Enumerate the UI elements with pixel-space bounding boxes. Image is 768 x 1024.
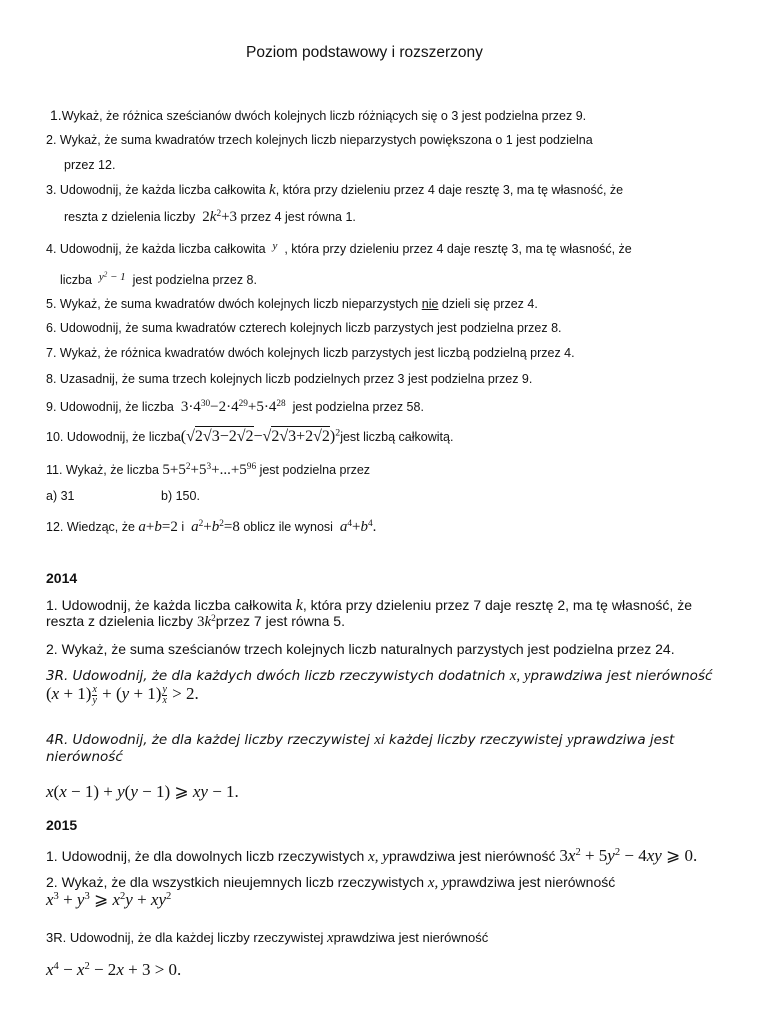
problem-text: , która przy dzieleniu przez 7 daje resztę 2, ma tę własność, że bbox=[302, 597, 692, 613]
math-expression: $x^4 - x^2 - 2x + 3 > 0$. bbox=[46, 960, 182, 979]
problem-3-cont bbox=[64, 208, 356, 226]
problem-4 bbox=[46, 240, 632, 257]
problem-text: 5. Wykaż, że suma kwadratów dwóch kolejnych liczb nieparzystych bbox=[46, 297, 419, 311]
problem-text: jest liczbą całkowitą. bbox=[340, 430, 454, 444]
problem-text: i bbox=[181, 520, 185, 534]
problem-3 bbox=[46, 181, 623, 199]
problem-text: prawdziwa jest nierówność bbox=[448, 874, 616, 890]
math-variables: x, y bbox=[509, 668, 531, 684]
problem-8: 8. Uzasadnij, że suma trzech kolejnych liczb podzielnych przez 3 jest podzielna przez 9. bbox=[46, 372, 533, 386]
problem-text: przez 7 jest równa 5. bbox=[215, 613, 345, 629]
problem-6: 6. Udowodnij, że suma kwadratów czterech kolejnych liczb parzystych jest podzielna przez 8. bbox=[46, 321, 562, 335]
problem-text: prawdziwa jest nierówność bbox=[530, 668, 713, 684]
problem-text: 11. Wykaż, że liczba bbox=[46, 463, 159, 477]
math-expression: x(x − 1) + y(y − 1) ⩾ xy − 1. bbox=[46, 782, 239, 801]
problem-5 bbox=[46, 297, 538, 312]
problem-2014-4R-cont: nierówność bbox=[46, 749, 123, 765]
problem-2014-4R-formula bbox=[46, 782, 239, 802]
math-expression: $a^2+b^2=8$ bbox=[191, 518, 240, 535]
math-expression: $x^3 + y^3$ ⩾ $x^2y + xy^2$ bbox=[46, 890, 172, 909]
problem-7: 7. Wykaż, że różnica kwadratów dwóch kolejnych liczb parzystych jest liczbą podzielną przez 4. bbox=[46, 346, 575, 360]
problem-text: 3R. Udowodnij, że dla każdej liczby rzeczywistej bbox=[46, 930, 324, 945]
problem-text: jest podzielna przez 8. bbox=[132, 273, 257, 287]
problem-text: reszta z dzielenia liczby bbox=[46, 613, 194, 629]
problem-text: liczba bbox=[60, 273, 92, 287]
math-x: x bbox=[326, 930, 334, 946]
problem-text: prawdziwa jest nierówność bbox=[333, 930, 489, 945]
problem-11-option-a: a) 31 bbox=[46, 489, 75, 503]
problem-text: i każdej liczby rzeczywistej bbox=[380, 732, 563, 748]
math-x: x bbox=[374, 732, 381, 748]
problem-text: 1. Udowodnij, że dla dowolnych liczb rzeczywistych bbox=[46, 848, 365, 864]
problem-2014-3R-formula bbox=[46, 684, 199, 706]
problem-2014-3R bbox=[46, 667, 712, 685]
problem-2014-2: 2. Wykaż, że suma sześcianów trzech kolejnych liczb naturalnych parzystych jest podzielna przez 24. bbox=[46, 641, 675, 657]
math-variables: x, y bbox=[368, 849, 389, 865]
problem-text: 10. Udowodnij, że liczba bbox=[46, 430, 181, 444]
math-expression: $3k^2$ bbox=[196, 613, 216, 630]
problem-text: prawdziwa jest nierówność bbox=[388, 848, 556, 864]
problem-12 bbox=[46, 518, 376, 536]
problem-2015-1 bbox=[46, 846, 697, 866]
math-expression: $3x^2 + 5y^2 - 4xy$ ⩾ 0. bbox=[559, 846, 698, 865]
problem-11-option-b: b) 150. bbox=[161, 489, 200, 503]
page-title: Poziom podstawowy i rozszerzony bbox=[246, 44, 483, 61]
underlined-word: nie bbox=[421, 297, 439, 311]
problem-text: reszta z dzielenia liczby bbox=[64, 210, 196, 224]
problem-text: , która przy dzieleniu przez 4 daje resztę 3, ma tę własność, że bbox=[275, 183, 624, 197]
problem-text: 9. Udowodnij, że liczba bbox=[46, 400, 174, 414]
section-year-2015: 2015 bbox=[46, 817, 78, 833]
math-expression: $y^2 - 1$ bbox=[98, 271, 126, 283]
math-y: y bbox=[566, 732, 574, 748]
problem-9 bbox=[46, 398, 424, 416]
problem-text: , która przy dzieleniu przez 4 daje resztę 3, ma tę własność, że bbox=[284, 242, 632, 256]
math-expression: $a^4+b^4$. bbox=[339, 518, 377, 535]
problem-text: oblicz ile wynosi bbox=[243, 520, 333, 534]
math-expression: $2k^2+3$ bbox=[202, 208, 238, 225]
math-expression: a+b=2 bbox=[138, 519, 178, 535]
problem-text: Wykaż, że różnica sześcianów dwóch kolejnych liczb różniących się o 3 jest podzielna przez 9. bbox=[61, 109, 587, 123]
problem-text: 1. Udowodnij, że każda liczba całkowita bbox=[46, 597, 292, 613]
problem-text: 12. Wiedząc, że bbox=[46, 520, 135, 534]
problem-1 bbox=[50, 107, 586, 124]
problem-text: prawdziwa jest bbox=[573, 732, 675, 748]
problem-2015-3R-formula bbox=[46, 960, 181, 980]
problem-text: 4R. Udowodnij, że dla każdej liczby rzeczywistej bbox=[46, 732, 370, 748]
math-variables: x, y bbox=[427, 875, 449, 891]
problem-text: 3. Udowodnij, że każda liczba całkowita bbox=[46, 183, 266, 197]
math-expression: $5+5^2+5^3+...+5^{96}$ bbox=[162, 461, 257, 478]
math-expression: $(√2√3-2√2-√2√3+2√2)^2$ bbox=[180, 427, 341, 445]
math-expression: (x + 1) $\frac{x}{y}$ + (y + 1) $\frac{y}{x}$ > 2. bbox=[46, 683, 199, 706]
problem-text: 2. Wykaż, że dla wszystkich nieujemnych liczb rzeczywistych bbox=[46, 874, 424, 890]
problem-2014-4R bbox=[46, 731, 674, 749]
math-k: k bbox=[269, 182, 276, 198]
problem-2: 2. Wykaż, że suma kwadratów trzech kolejnych liczb nieparzystych powiększona o 1 jest podzielna bbox=[46, 133, 593, 147]
problem-4-cont bbox=[60, 271, 257, 288]
problem-text: jest podzielna przez bbox=[259, 463, 371, 477]
problem-11 bbox=[46, 461, 370, 479]
math-expression: $3\cdot 4^{30}-2\cdot 4^{29}+5\cdot 4^{28}$ bbox=[180, 398, 286, 415]
problem-text: 4. Udowodnij, że każda liczba całkowita bbox=[46, 242, 266, 256]
problem-2014-1-cont bbox=[46, 613, 345, 631]
problem-text: przez 4 jest równa 1. bbox=[240, 210, 356, 224]
problem-2015-3R bbox=[46, 929, 488, 947]
problem-10 bbox=[46, 427, 453, 446]
problem-2-cont: przez 12. bbox=[64, 158, 116, 172]
problem-text: jest podzielna przez 58. bbox=[292, 400, 424, 414]
problem-text: dzieli się przez 4. bbox=[441, 297, 538, 311]
problem-2015-2-formula bbox=[46, 890, 171, 910]
section-year-2014: 2014 bbox=[46, 570, 78, 586]
problem-text: 3R. Udowodnij, że dla każdych dwóch liczb rzeczywistych dodatnich bbox=[46, 668, 506, 684]
problem-number: 1. bbox=[50, 107, 62, 123]
math-k: k bbox=[295, 597, 303, 614]
math-y: y bbox=[272, 240, 278, 252]
